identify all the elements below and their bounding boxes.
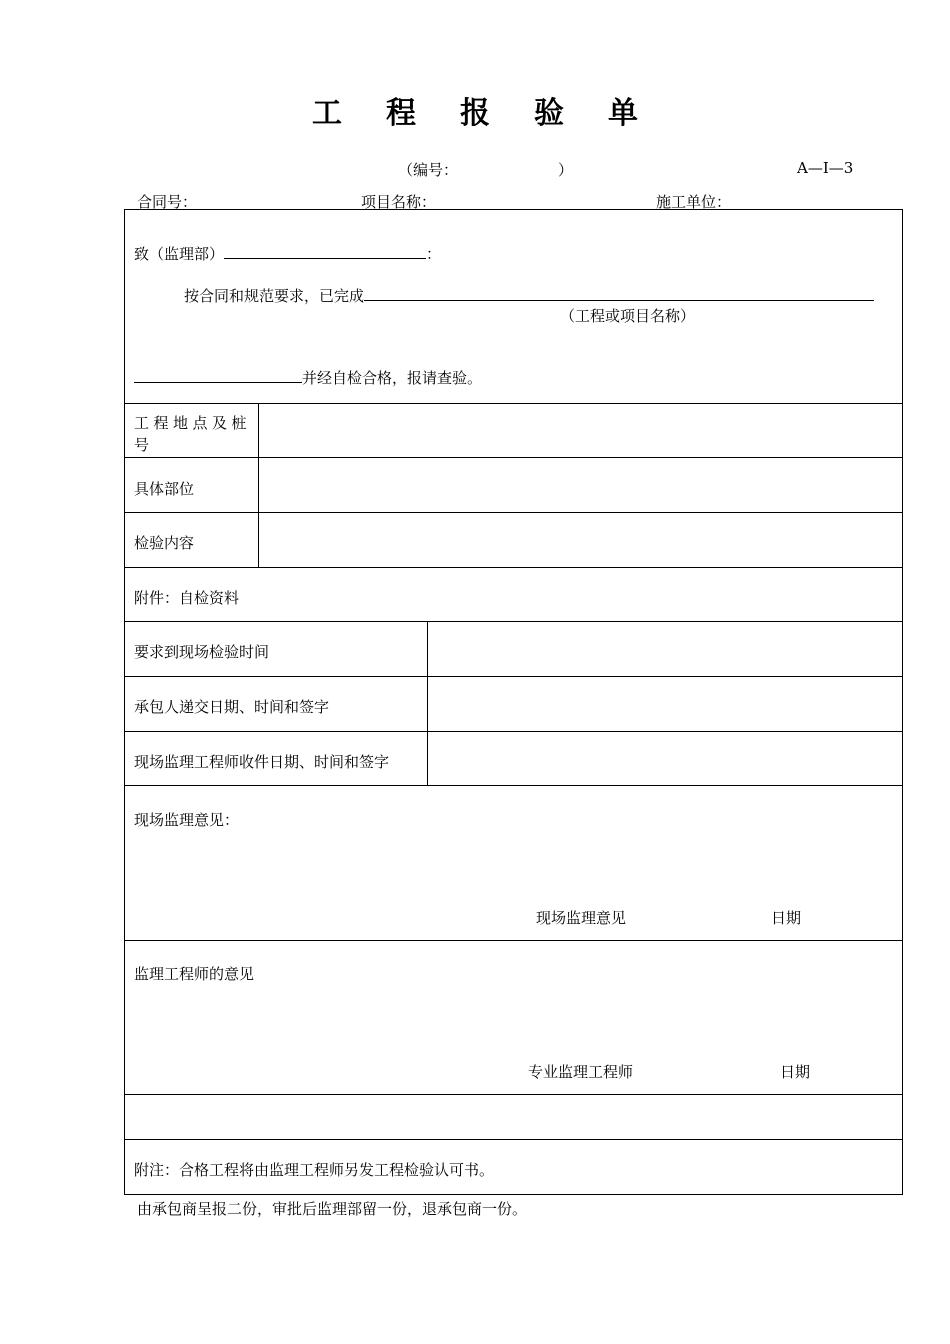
column-divider	[258, 403, 259, 567]
inspection-time-label: 要求到现场检验时间	[134, 643, 270, 661]
site-opinion-sign-label: 现场监理意见	[536, 909, 627, 927]
number-close: ）	[558, 161, 574, 179]
number-label: （编号：	[398, 161, 459, 179]
contract-number-label: 合同号：	[137, 193, 198, 211]
self-check-line	[134, 367, 482, 388]
completed-prefix: 按合同和规范要求，已完成	[184, 287, 365, 305]
engineer-opinion-label: 监理工程师的意见	[134, 965, 255, 983]
to-colon: ：	[426, 245, 442, 263]
project-name-hint: （工程或项目名称）	[560, 307, 696, 325]
engineer-date-label: 日期	[780, 1063, 811, 1081]
project-name-label: 项目名称：	[361, 193, 437, 211]
supervision-dept-field[interactable]	[224, 244, 426, 259]
to-supervision-line	[134, 243, 441, 264]
row-divider	[124, 940, 903, 941]
attachment-label: 附件：自检资料	[134, 589, 240, 607]
note-text: 附注：合格工程将由监理工程师另发工程检验认可书。	[134, 1161, 495, 1179]
form-code: A—Ⅰ—3	[797, 159, 854, 177]
row-divider	[124, 676, 903, 677]
site-opinion-date-label: 日期	[771, 909, 802, 927]
inspection-content-label: 检验内容	[134, 534, 195, 552]
footer-text: 由承包商呈报二份，审批后监理部留一份，退承包商一份。	[137, 1200, 528, 1218]
row-divider	[124, 731, 903, 732]
self-check-field[interactable]	[134, 368, 302, 383]
page-title: 工程报验单	[312, 96, 682, 131]
row-divider	[124, 1139, 903, 1140]
row-divider	[124, 785, 903, 786]
contractor-submit-label: 承包人递交日期、时间和签字	[134, 698, 330, 716]
row-divider	[124, 621, 903, 622]
row-divider	[124, 567, 903, 568]
location-label: 工程地点及桩号	[134, 414, 252, 454]
row-divider	[124, 512, 903, 513]
self-check-text: 并经自检合格，报请查验。	[302, 369, 483, 387]
engineer-receipt-label: 现场监理工程师收件日期、时间和签字	[134, 753, 390, 771]
completed-line	[184, 285, 874, 306]
specific-part-label: 具体部位	[134, 480, 195, 498]
project-name-field[interactable]	[364, 286, 874, 301]
row-divider	[124, 403, 903, 404]
engineer-sign-label: 专业监理工程师	[528, 1063, 634, 1081]
to-supervision-label: 致（监理部）	[134, 245, 225, 263]
site-opinion-label: 现场监理意见：	[134, 811, 240, 829]
row-divider	[124, 1094, 903, 1095]
construction-unit-label: 施工单位：	[656, 193, 732, 211]
row-divider	[124, 457, 903, 458]
column-divider	[427, 621, 428, 785]
